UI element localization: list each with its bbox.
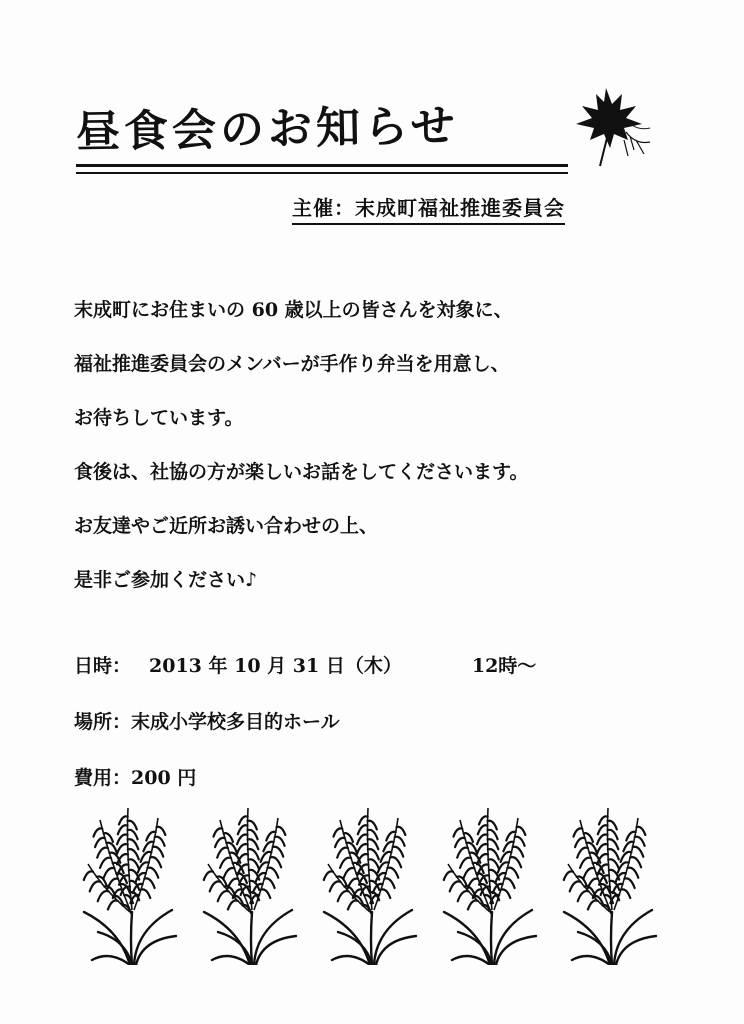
message-line: お待ちしています。	[74, 407, 244, 429]
invitation-message	[74, 290, 714, 614]
date-row	[74, 648, 694, 704]
message-line: 末成町にお住まいの 60 歳以上の皆さんを対象に、	[74, 299, 513, 321]
fee-value: 200 円	[131, 767, 197, 789]
message-line: 食後は、社協の方が楽しいお話をしてくださいます。	[74, 461, 529, 483]
pampas-grass-decoration	[80, 800, 660, 965]
page-title: 昼食会のお知らせ	[75, 100, 460, 159]
pampas-grass-icon	[200, 800, 300, 965]
message-line: お友達やご近所お誘い合わせの上、	[74, 515, 379, 537]
message-line: 是非ご参加ください♪	[74, 569, 258, 591]
maple-leaf-icon	[570, 84, 652, 168]
time-value: 12時～	[471, 655, 537, 677]
place-value: 末成小学校多目的ホール	[131, 711, 340, 733]
place-row	[74, 704, 694, 760]
organizer-text: 主催：末成町福祉推進委員会	[292, 192, 565, 225]
date-label: 日時：	[74, 655, 132, 677]
place-label: 場所：	[74, 711, 132, 733]
title-block	[76, 98, 576, 160]
event-details	[74, 648, 694, 816]
date-value: 2013 年 10 月 31 日（木）	[149, 655, 402, 677]
pampas-grass-icon	[80, 800, 180, 965]
message-line: 福祉推進委員会のメンバーが手作り弁当を用意し、	[74, 353, 510, 375]
pampas-grass-icon	[560, 800, 660, 965]
fee-label: 費用：	[74, 767, 132, 789]
title-double-underline	[76, 164, 568, 174]
pampas-grass-icon	[440, 800, 540, 965]
pampas-grass-icon	[320, 800, 420, 965]
